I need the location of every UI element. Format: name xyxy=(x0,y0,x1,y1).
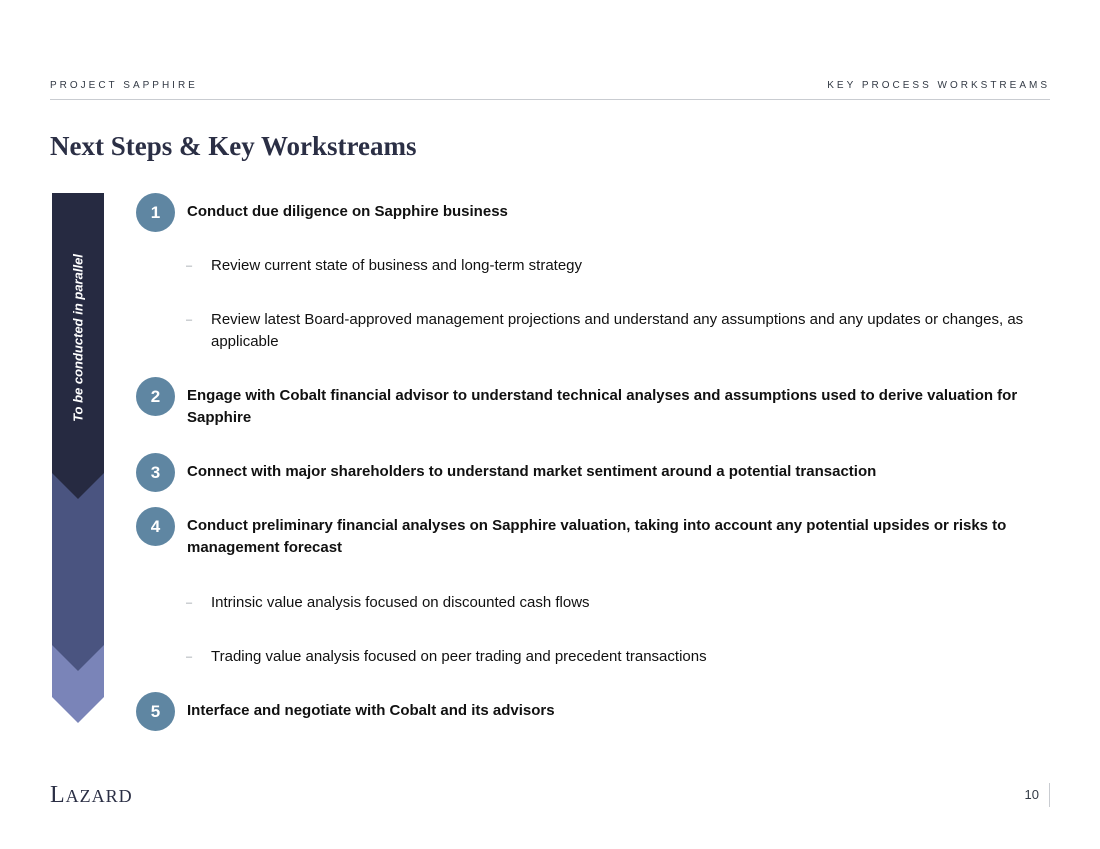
company-logo: LAZARD xyxy=(50,782,133,808)
bullet-dash: – xyxy=(186,651,193,663)
page-title: Next Steps & Key Workstreams xyxy=(50,131,417,161)
step-title: Interface and negotiate with Cobalt and its advisors xyxy=(187,702,555,719)
bullet-dash: – xyxy=(186,260,193,272)
step-number-badge: 3 xyxy=(136,453,175,492)
parallel-label: To be conducted in parallel xyxy=(70,254,86,422)
step-number-badge: 2 xyxy=(136,377,175,416)
bullet-dash: – xyxy=(186,597,193,609)
header-section-name: KEY PROCESS WORKSTREAMS xyxy=(827,80,1050,91)
page-number: 10 xyxy=(1024,787,1039,802)
step-number-badge: 5 xyxy=(136,692,175,731)
bullet-text: Trading value analysis focused on peer trading and precedent transactions xyxy=(211,648,707,665)
page-number-divider xyxy=(1049,783,1050,807)
step-number-badge: 1 xyxy=(136,193,175,232)
header-divider xyxy=(50,99,1050,100)
step-title: Connect with major shareholders to understand market sentiment around a potential transaction xyxy=(187,463,877,480)
bullet-dash: – xyxy=(186,314,193,326)
step-number-badge: 4 xyxy=(136,507,175,546)
bullet-text: Review current state of business and long-term strategy xyxy=(211,257,583,274)
step-title: Engage with Cobalt financial advisor to understand technical analyses and assumptions used to derive valuation for Sapphire xyxy=(187,387,1018,426)
bullet-text: Intrinsic value analysis focused on discounted cash flows xyxy=(211,594,590,611)
bullet-text: Review latest Board-approved management projections and understand any assumptions and any updates or changes, as applicable xyxy=(211,311,1024,350)
header-project-name: PROJECT SAPPHIRE xyxy=(50,80,198,91)
step-title: Conduct preliminary financial analyses on Sapphire valuation, taking into account any potential upsides or risks to management forecast xyxy=(187,517,1007,556)
step-title: Conduct due diligence on Sapphire business xyxy=(187,203,508,220)
